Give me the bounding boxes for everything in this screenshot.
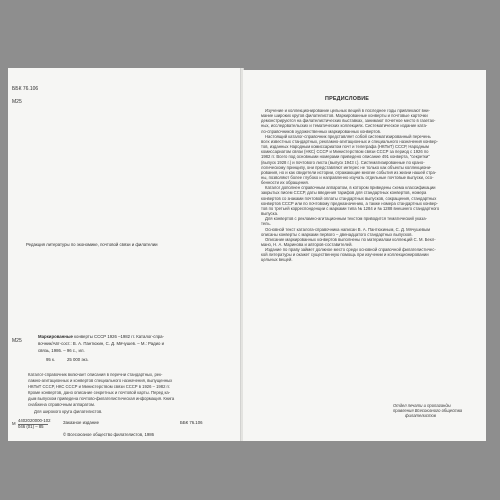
annotation-line-5: дым выпуском приведена почтово-филателистическая информация. Книга: [28, 396, 175, 401]
preface-line: всех известных стандартных, рекламно-агитационных и специального назначения конвер-: [261, 138, 438, 144]
index-note: Заказное издание: [63, 420, 99, 425]
copyright-line: © Всесоюзное общество филателистов, 1986: [63, 432, 155, 437]
biblio-title-rest: конверты СССР 1926 –1982 гг. Каталог-спра-: [74, 334, 164, 339]
preface-line: Для конвертов с рекламно-агитационным текстом приводится тематический указа-: [265, 216, 427, 222]
preface-line: логическому принципу, они представляют интерес не только как объекты коллекциони-: [261, 164, 432, 170]
signature-line-2: правления Всесоюзного общества: [393, 408, 463, 413]
biblio-price-run: 95 к. 25 000 экз.: [46, 357, 89, 362]
preface-line: Основной текст каталога-справочника написан В. А. Пантюхиным, С. Д. Мячушевым: [265, 226, 430, 232]
signature-line-1: Отдел печати и пропаганды: [393, 403, 451, 408]
preface-line: Изучение и коллекционирование цельных вещей в последнее годы привлекают вни-: [265, 108, 430, 113]
annotation-line-6: снабжена справочным аппаратом.: [28, 402, 96, 407]
preface-line: ны, позволяют более глубоко и направленно изучать отдельные почтовые выпуски, осо-: [261, 175, 434, 180]
preface-line: описаны конверты с марками первого – двенадцатого стандартных выпусков.: [261, 231, 413, 237]
author-mark-top: М25: [12, 99, 22, 105]
biblio-line-3: связь, 1986. – 96 с., ил.: [38, 348, 85, 353]
preface-line: Издание по праву займет должное место среди основной справочной филателистичес-: [265, 247, 436, 253]
preface-line: конвертов СССР или по почтовому предназначению, а также номера стандартных конвер-: [261, 200, 438, 206]
left-page: [8, 68, 241, 441]
bbk-index-bottom: ББК 76.106: [180, 420, 203, 425]
index-number-2: 046 (01) – 85: [18, 424, 44, 429]
right-page: [243, 70, 486, 441]
preface-line: демонстрируются на филателистических выставках, занимают почетное место в газетах-: [261, 118, 436, 124]
preface-line: закрытых писем СССР, даты введения тарифов для стандартных конвертов, номера: [261, 190, 427, 196]
annotation-line-2: ламно-агитационных и конвертов специального назначения, выпущенных: [28, 378, 173, 383]
biblio-line-1: [38, 334, 164, 339]
preface-line: комиссариатом связи (НКС) СССР и Министерством связи СССР за период с 1926 по: [261, 149, 429, 155]
biblio-line-2: вочник/Авт-сост.: В. А. Пантюхин, С. Д. Мячушев. – М.: Радио и: [38, 341, 165, 346]
bbk-index-top: ББК 76.106: [12, 86, 39, 92]
preface-line: цельных вещей.: [261, 257, 293, 263]
annotation-line-7: Для широкого круга филателистов.: [34, 409, 103, 414]
preface-line: Каталог дополнен справочным аппаратом, в котором приведены схема классификации: [265, 185, 436, 191]
preface-line: 1982 гг. Всего под основными номерами приведено описание 491 конверта, "секретки": [261, 154, 430, 160]
preface-line: мано, Н. А. Маринова и авторов-составителей.: [261, 241, 353, 247]
preface-line: мание широких кругов филателистов. Маркированные конверты и почтовые карточки: [261, 113, 428, 119]
preface-line: тов по третьей корреспонденции с марками типа № 1284 и № 1288 внешнего стандартного: [261, 205, 440, 211]
annotation-line-4: Кроме конвертов, дано описание секретных и почтовой карты. Перед ка-: [28, 390, 171, 395]
preface-line: бенности их обращения.: [261, 180, 309, 186]
preface-line: рования, но и как свидетели истории, отражающие многие события из жизни нашей стра-: [261, 169, 437, 175]
preface-line: тель.: [261, 221, 271, 227]
preface-heading: ПРЕДИСЛОВИЕ: [325, 96, 370, 102]
index-code: М: [12, 421, 16, 426]
preface-line: конвертов со знаками почтовой оплаты стандартных выпусков, сокращения, стандартных: [261, 195, 437, 201]
preface-line: тов, изданных Народным комиссариатом почт и телеграфа (НКПиТ) СССР, Народным: [261, 144, 429, 149]
annotation-line-3: НКПиТ СССР, НКС СССР и Министерством связи СССР в 1926 – 1982 гг.: [28, 384, 171, 389]
signature-line-3: филателистов: [405, 413, 436, 418]
preface-line: ных, исследовательских и тематических коллекциях. Систематическое издание ката-: [261, 123, 428, 129]
preface-line: выпуска.: [261, 211, 279, 216]
annotation-line-1: Каталог-справочник включает описания в перечни стандартных, рек-: [28, 372, 163, 377]
preface-line: кой литературы и окажет существенную помощь при изучении и коллекционировании: [261, 252, 429, 258]
biblio-title-word: Маркированные: [38, 334, 73, 339]
preface-line: Описание маркированных конвертов выполнены по материалам коллекций С. М. Бекл-: [265, 236, 436, 242]
index-number: 4402020000-102: [18, 418, 51, 423]
preface-line: (выпуск 1928 г.) и почтового листа (выпуск 1943 г.). Систематизированные по крано-: [261, 159, 425, 165]
preface-line: Настоящий каталог-справочник представляет собой систематизированный перечень: [265, 133, 431, 139]
author-mark-biblio: М25: [12, 338, 22, 344]
editorial-note: Редакция литературы по экономике, почтовой связи и филателии: [26, 242, 158, 247]
preface-line: ло-справочников художественных маркированных конвертов.: [261, 128, 382, 134]
